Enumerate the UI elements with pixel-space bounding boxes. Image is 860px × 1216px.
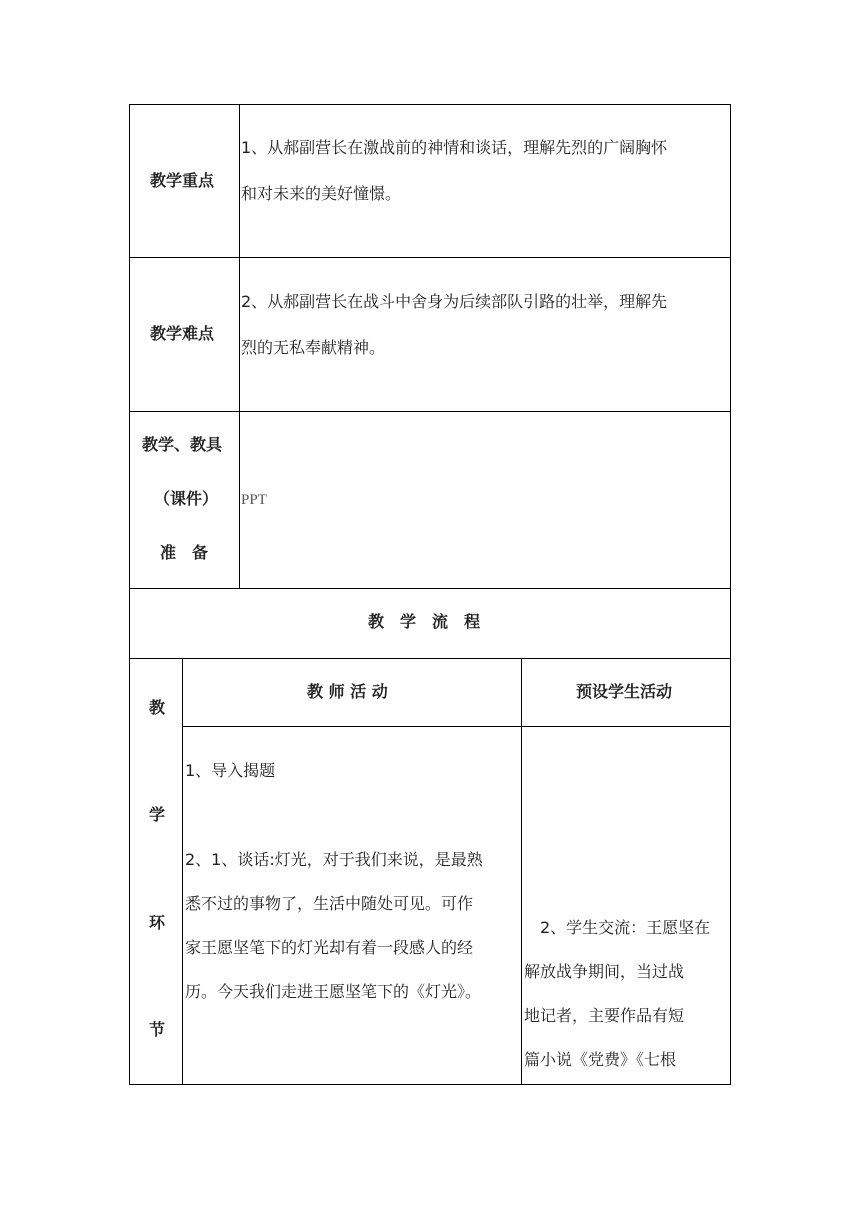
stage-char: 学	[149, 805, 166, 824]
materials-label-line-2: （课件）	[154, 489, 219, 508]
key-points-line-1: 1、从郝副营长在激战前的神情和谈话，理解先烈的广阔胸怀	[241, 138, 668, 157]
student-activity-line: 地记者，主要作品有短	[524, 1006, 685, 1025]
key-points-line-2: 和对未来的美好憧憬。	[241, 184, 402, 203]
student-activity-line: 2、学生交流：王愿坚在	[540, 918, 711, 937]
teacher-activity-line: 历。今天我们走进王愿坚笔下的《灯光》。	[185, 982, 482, 1001]
stage-char: 环	[149, 913, 166, 932]
row-divider	[129, 411, 731, 412]
flow-title: 教 学 流 程	[368, 612, 481, 631]
row-divider	[183, 726, 731, 727]
border-top	[129, 104, 731, 105]
difficulties-label: 教学难点	[150, 324, 215, 343]
row-divider	[129, 257, 731, 258]
label-column-divider	[239, 104, 240, 589]
key-points-label: 教学重点	[150, 171, 215, 190]
difficulties-line-1: 2、从郝副营长在战斗中舍身为后续部队引路的壮举，理解先	[241, 292, 668, 311]
border-right	[730, 104, 731, 1085]
border-bottom	[129, 1084, 731, 1085]
row-divider	[129, 588, 731, 589]
teacher-activity-line: 2、1、谈话:灯光，对于我们来说，是最熟	[185, 850, 483, 869]
border-left	[129, 104, 130, 1085]
teacher-activity-line: 1、导入揭题	[185, 761, 276, 780]
stage-char: 教	[149, 698, 166, 717]
materials-label-line-1: 教学、教具	[142, 435, 223, 454]
materials-value: PPT	[241, 492, 267, 508]
difficulties-line-2: 烈的无私奉献精神。	[241, 338, 386, 357]
stage-column-divider	[182, 658, 183, 1085]
teacher-activity-line: 悉不过的事物了，生活中随处可见。可作	[185, 894, 474, 913]
student-activity-line: 篇小说《党费》《七根	[524, 1050, 677, 1069]
stage-char: 节	[149, 1020, 166, 1039]
materials-label-line-3: 准 备	[160, 543, 209, 562]
activity-column-divider	[521, 658, 522, 1085]
row-divider	[129, 658, 731, 659]
student-activity-line: 解放战争期间，当过战	[524, 962, 685, 981]
teacher-activity-line: 家王愿坚笔下的灯光却有着一段感人的经	[185, 938, 474, 957]
student-activity-header: 预设学生活动	[576, 682, 673, 701]
teacher-activity-header: 教 师 活 动	[307, 682, 388, 701]
